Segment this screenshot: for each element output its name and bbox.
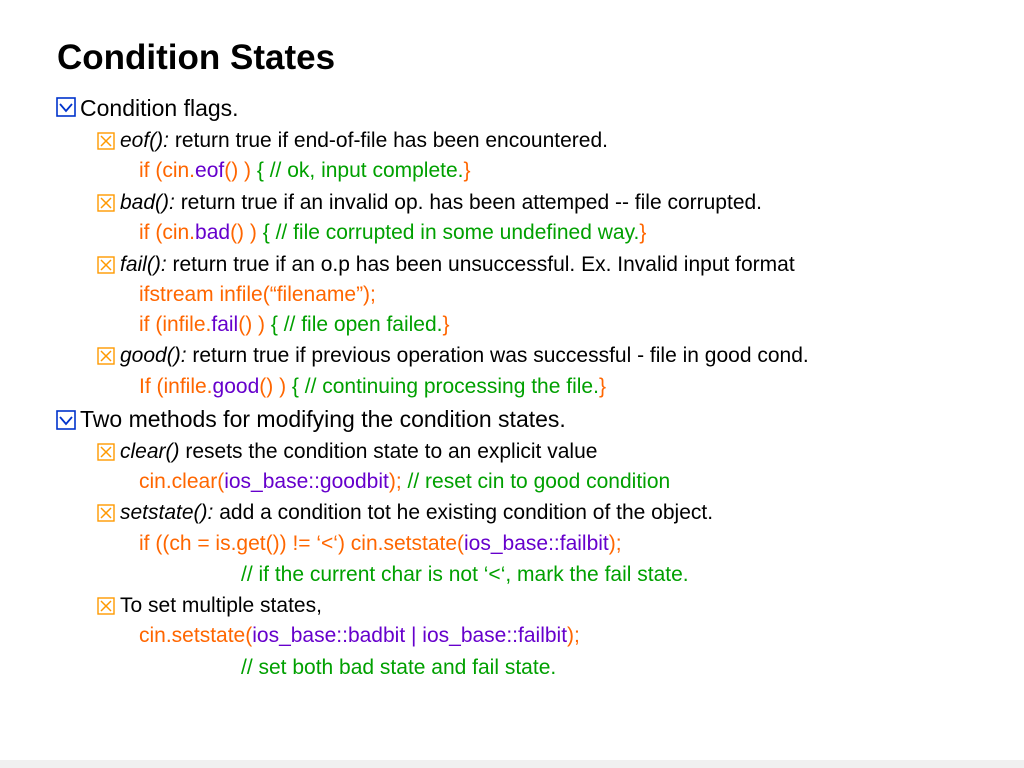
code-text: if (cin. [139, 221, 196, 244]
code-text: cin.clear( [139, 470, 225, 493]
setstate-line [120, 499, 713, 527]
code-comment: { // ok, input complete. [256, 159, 464, 182]
fail-code [139, 311, 450, 339]
multiple-comment: // set both bad state and fail state. [241, 656, 557, 679]
x-box-icon [97, 443, 115, 461]
code-text: () ) [259, 375, 292, 398]
eof-name: eof(): [120, 129, 170, 152]
clear-desc: resets the condition state to an explicit value [179, 440, 598, 463]
code-text: () ) [238, 313, 271, 336]
code-keyword: good [212, 375, 260, 398]
code-text: } [463, 159, 471, 182]
good-desc: return true if previous operation was successful - file in good cond. [186, 344, 809, 367]
good-code [139, 373, 606, 401]
bad-name: bad(): [120, 191, 175, 214]
code-comment: { // continuing processing the file. [291, 375, 599, 398]
fail-line [120, 251, 795, 279]
x-box-icon [97, 132, 115, 150]
code-text: ); [608, 532, 622, 555]
clear-code [139, 468, 670, 496]
code-keyword: bad [195, 221, 231, 244]
setstate-code [139, 530, 622, 558]
code-keyword: fail [211, 313, 239, 336]
bad-code [139, 219, 646, 247]
code-text: () ) [224, 159, 257, 182]
setstate-desc: add a condition tot he existing condition of the object. [213, 501, 714, 524]
good-name: good(): [120, 344, 187, 367]
code-comment: { // file open failed. [270, 313, 443, 336]
bottom-divider [0, 760, 1024, 768]
code-text: () ) [230, 221, 263, 244]
section1-heading: Condition flags. [80, 95, 239, 121]
code-comment: { // file corrupted in some undefined way. [262, 221, 640, 244]
fail-desc: return true if an o.p has been unsuccessful. Ex. Invalid input format [166, 253, 795, 276]
code-text: } [442, 313, 450, 336]
code-text: If (infile. [139, 375, 213, 398]
code-keyword: ios_base::badbit | ios_base::failbit [252, 624, 568, 647]
clear-name: clear() [120, 440, 180, 463]
code-text: if (cin. [139, 159, 196, 182]
code-keyword: ios_base::failbit [464, 532, 609, 555]
section2-heading: Two methods for modifying the condition states. [80, 406, 566, 432]
x-box-icon [97, 256, 115, 274]
bad-desc: return true if an invalid op. has been attemped -- file corrupted. [174, 191, 763, 214]
checked-box-icon [56, 97, 76, 117]
eof-desc: return true if end-of-file has been encountered. [169, 129, 608, 152]
bad-line [120, 189, 762, 217]
code-text: if ((ch = is.get()) != ‘<‘) cin.setstate( [139, 532, 465, 555]
code-text: if (infile. [139, 313, 212, 336]
eof-code [139, 157, 471, 185]
good-line [120, 342, 809, 370]
fail-code-ifstream: ifstream infile(“filename”); [139, 283, 376, 306]
code-text: ); [388, 470, 408, 493]
code-text: } [598, 375, 606, 398]
code-text: } [639, 221, 647, 244]
x-box-icon [97, 597, 115, 615]
clear-line [120, 438, 597, 466]
code-keyword: ios_base::goodbit [224, 470, 389, 493]
setstate-comment: // if the current char is not ‘<‘, mark the fail state. [241, 563, 689, 586]
checked-box-icon [56, 410, 76, 430]
fail-name: fail(): [120, 253, 167, 276]
code-text: cin.setstate( [139, 624, 253, 647]
code-keyword: eof [195, 159, 225, 182]
multiple-code [139, 622, 580, 650]
multiple-line: To set multiple states, [120, 594, 322, 617]
slide-title: Condition States [57, 38, 336, 77]
setstate-name: setstate(): [120, 501, 214, 524]
code-text: ); [567, 624, 580, 647]
x-box-icon [97, 504, 115, 522]
x-box-icon [97, 347, 115, 365]
eof-line [120, 127, 608, 155]
code-comment: // reset cin to good condition [407, 470, 671, 493]
x-box-icon [97, 194, 115, 212]
